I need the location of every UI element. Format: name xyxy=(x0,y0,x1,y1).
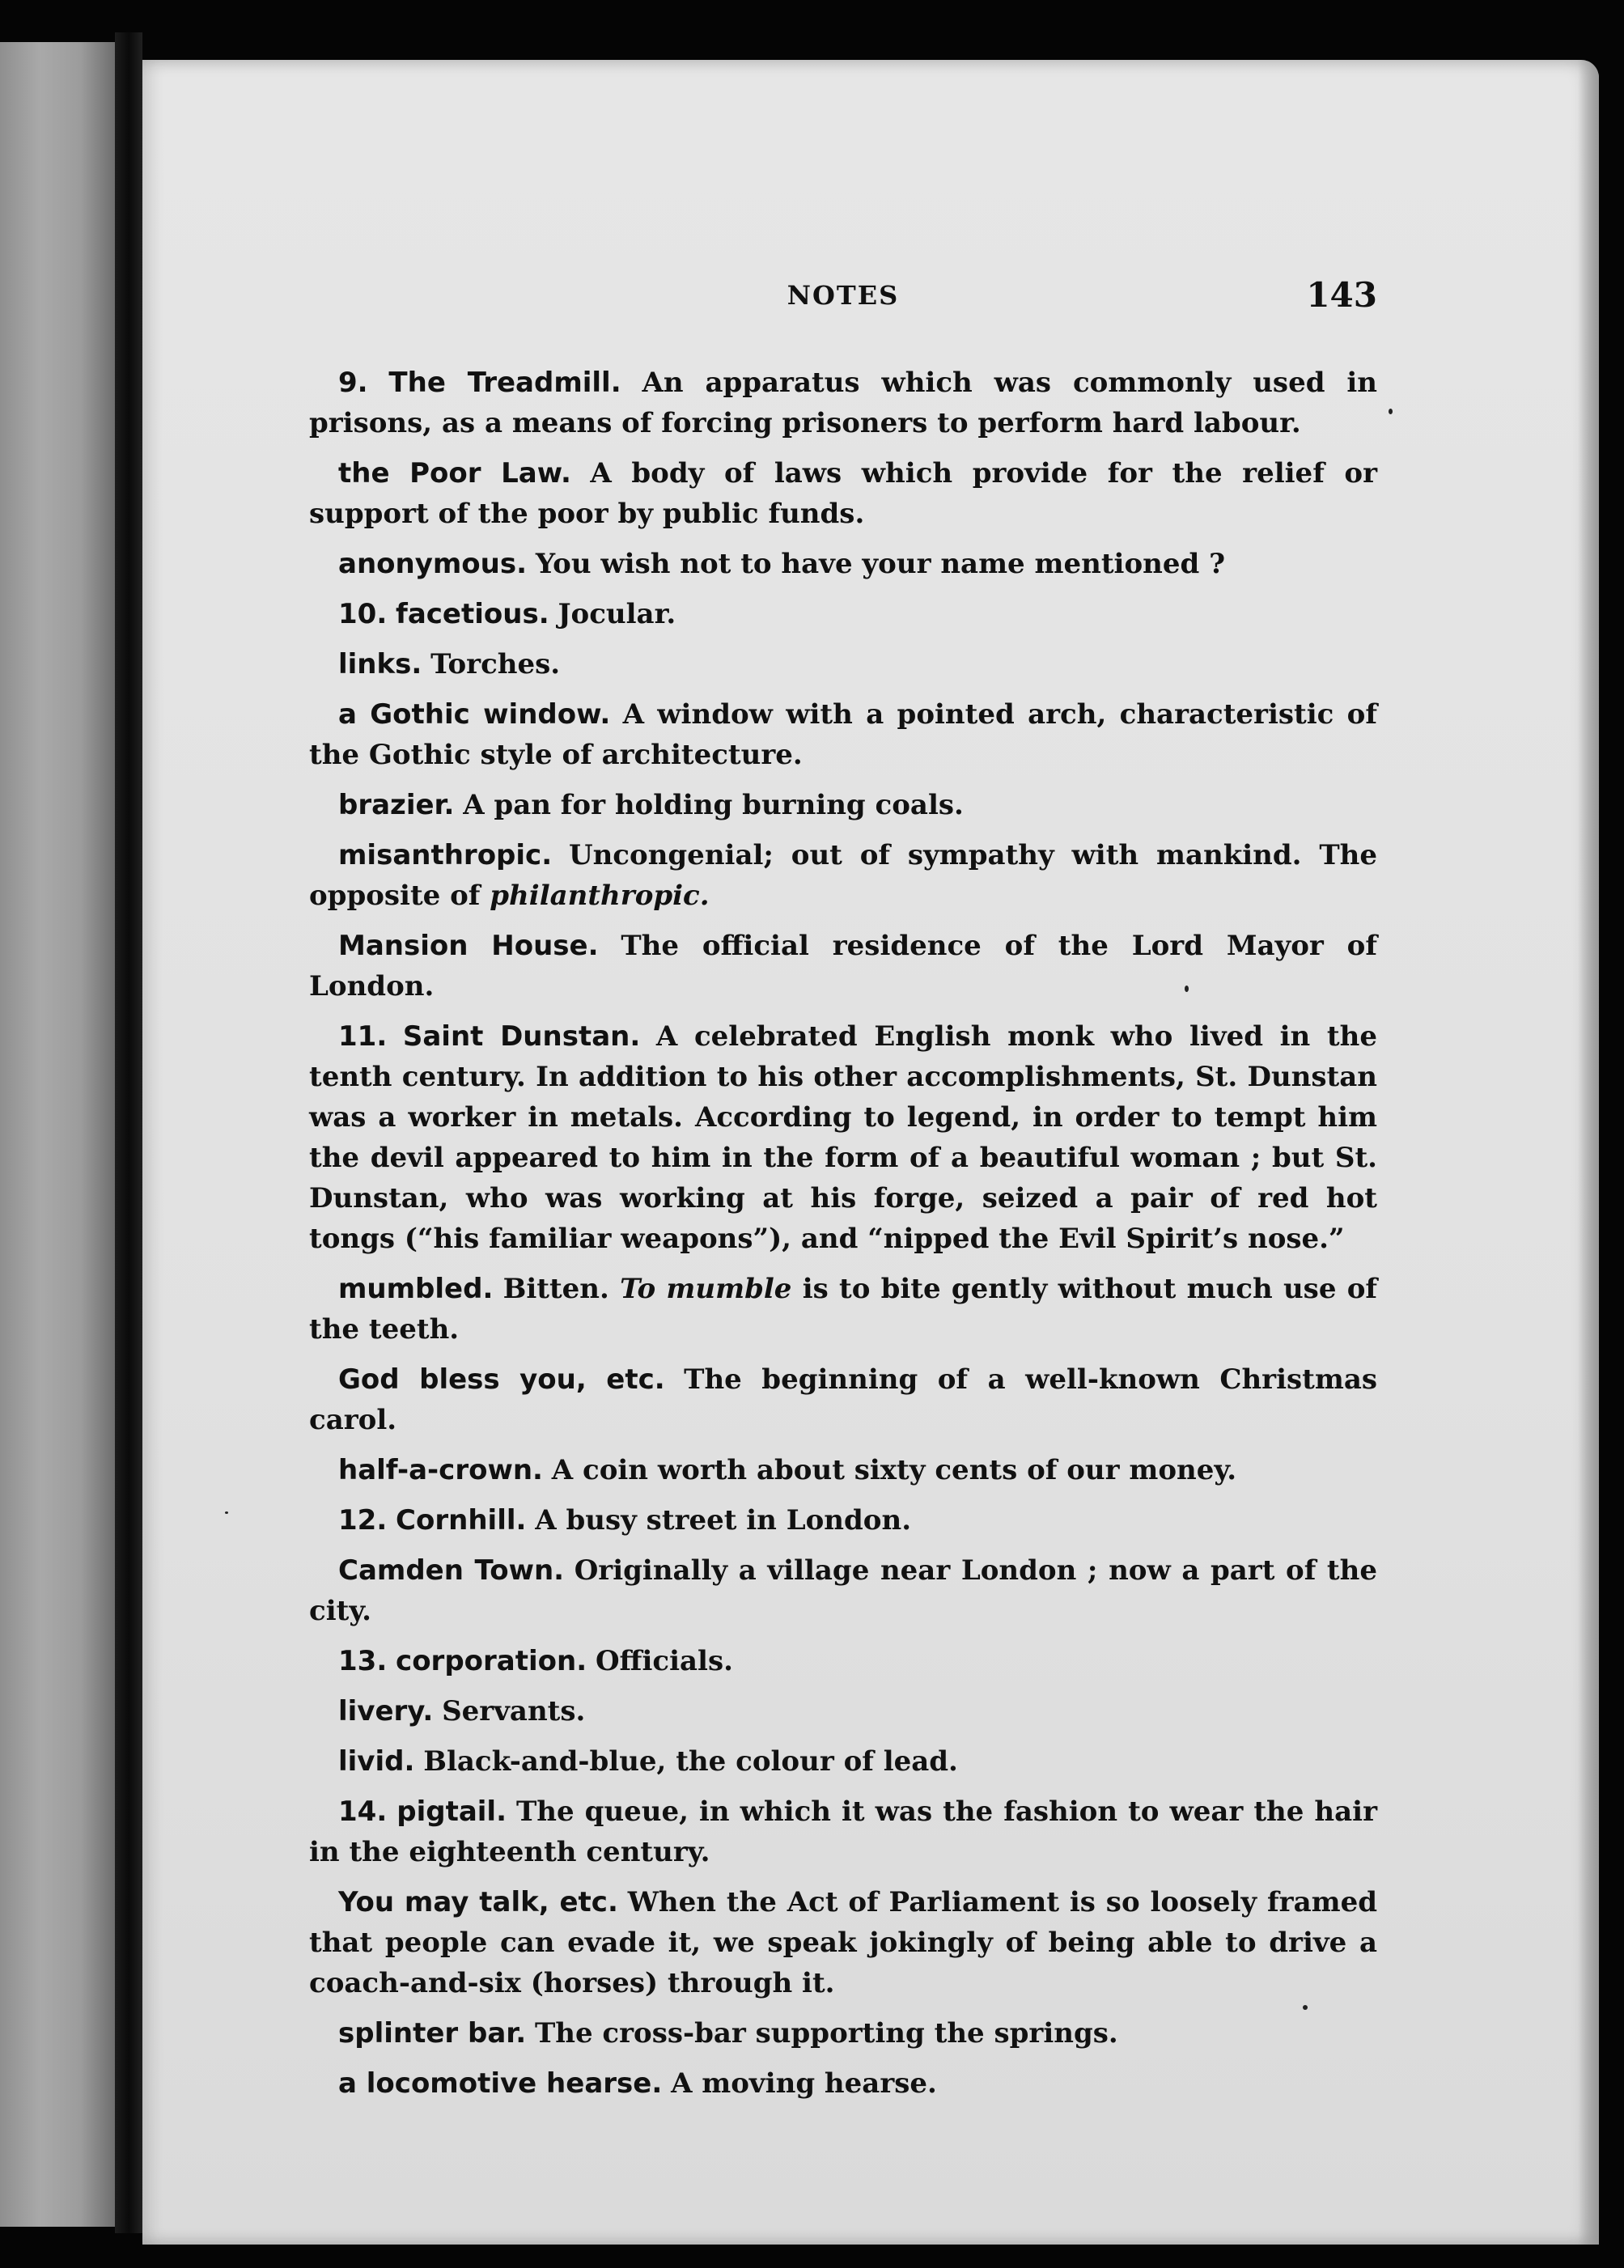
note-definition xyxy=(535,1504,911,1537)
note-entry xyxy=(309,1016,1377,1259)
note-term: Mansion House. xyxy=(338,930,599,962)
note-definition xyxy=(430,648,560,680)
note-entry xyxy=(309,1691,1377,1732)
note-definition-text: A coin worth about sixty cents of our money. xyxy=(551,1454,1237,1486)
note-term: Cornhill. xyxy=(396,1504,527,1537)
note-definition-italic: To mumble xyxy=(620,1273,792,1305)
note-definition xyxy=(558,598,676,630)
note-entry xyxy=(309,835,1377,916)
note-definition-text: The beginning of a well-known Christmas carol. xyxy=(309,1363,1377,1436)
note-entry xyxy=(309,926,1377,1007)
note-number: 9. xyxy=(338,367,368,399)
note-definition-text: Servants. xyxy=(442,1695,586,1727)
note-entry xyxy=(309,594,1377,634)
note-definition-text: The official residence of the Lord Mayor of London. xyxy=(309,930,1377,1003)
note-entry xyxy=(309,1741,1377,1782)
note-term: a Gothic window. xyxy=(338,698,611,731)
note-entry xyxy=(309,2063,1377,2104)
note-entry xyxy=(309,644,1377,685)
note-definition-text: The cross-bar supporting the springs. xyxy=(534,2017,1118,2050)
note-definition-text: A busy street in London. xyxy=(535,1504,912,1537)
note-definition xyxy=(596,1645,733,1677)
note-definition-text: A pan for holding burning coals. xyxy=(463,789,964,821)
note-term: mumbled. xyxy=(338,1273,494,1305)
note-term: livid. xyxy=(338,1745,415,1778)
note-term: a locomotive hearse. xyxy=(338,2067,663,2100)
note-definition xyxy=(552,1454,1236,1486)
note-definition-text: Originally a village near London ; now a part of the city. xyxy=(309,1554,1377,1627)
note-entry xyxy=(309,1641,1377,1681)
print-speck xyxy=(1389,409,1393,414)
note-term: facetious. xyxy=(396,598,549,630)
note-entry xyxy=(309,785,1377,825)
note-term: corporation. xyxy=(396,1645,587,1677)
note-term: splinter bar. xyxy=(338,2017,527,2050)
note-term: half-a-crown. xyxy=(338,1454,543,1486)
note-term: livery. xyxy=(338,1695,434,1727)
note-number: 12. xyxy=(338,1504,388,1537)
note-entry xyxy=(309,1269,1377,1350)
note-entry xyxy=(309,2013,1377,2054)
note-term: Saint Dunstan. xyxy=(402,1020,641,1053)
note-definition-text: A body of laws which provide for the relief or support of the poor by public funds. xyxy=(309,457,1377,530)
note-definition xyxy=(309,1020,1377,1255)
note-entry xyxy=(309,1500,1377,1541)
page-header xyxy=(309,275,1377,317)
print-speck xyxy=(1185,986,1189,992)
note-definition-text: Black-and-blue, the colour of lead. xyxy=(423,1745,958,1778)
note-number: 11. xyxy=(338,1020,388,1053)
note-entry xyxy=(309,1450,1377,1490)
note-definition-text: Jocular. xyxy=(558,598,676,630)
note-term: links. xyxy=(338,648,422,680)
note-definition-text: Bitten. xyxy=(502,1273,609,1305)
note-entry xyxy=(309,1882,1377,2003)
note-number: 14. xyxy=(338,1795,388,1828)
note-definition-text: Uncongenial; out of sympathy with mankind. The opposite of xyxy=(309,839,1377,912)
print-speck xyxy=(1303,2005,1308,2010)
note-definition-text: A moving hearse. xyxy=(671,2067,937,2100)
book-gutter xyxy=(115,32,142,2233)
note-definition-text: An apparatus which was commonly used in prisons, as a means of forcing prisoners to perform hard labour. xyxy=(309,367,1377,439)
note-entry xyxy=(309,362,1377,443)
note-term: pigtail. xyxy=(396,1795,507,1828)
note-entry xyxy=(309,1359,1377,1440)
note-definition-text: A window with a pointed arch, characteristic of the Gothic style of architecture. xyxy=(309,698,1377,771)
note-term: The Treadmill. xyxy=(388,367,621,399)
note-number: 13. xyxy=(338,1645,388,1677)
note-term: the Poor Law. xyxy=(338,457,571,490)
note-term: brazier. xyxy=(338,789,455,821)
note-entry xyxy=(309,694,1377,775)
note-definition-italic: philanthropic. xyxy=(490,880,710,912)
note-definition xyxy=(442,1695,585,1727)
note-term: misanthropic. xyxy=(338,839,553,871)
note-definition xyxy=(463,789,964,821)
note-definition-text: The queue, in which it was the fashion to wear the hair in the eighteenth century. xyxy=(309,1795,1377,1868)
note-definition-text: You wish not to have your name mentioned ? xyxy=(535,548,1226,580)
note-term: anonymous. xyxy=(338,548,528,580)
note-definition-text: When the Act of Parliament is so loosely framed that people can evade it, we speak jokingly of being able to drive a coach-and-six (horses) through it. xyxy=(309,1886,1377,1999)
note-definition xyxy=(535,2017,1118,2050)
page-number: 143 xyxy=(1306,275,1377,315)
note-definition xyxy=(671,2067,937,2100)
note-entry xyxy=(309,453,1377,534)
note-term: You may talk, etc. xyxy=(338,1886,618,1918)
notes-list xyxy=(309,362,1377,2113)
note-term: God bless you, etc. xyxy=(338,1363,665,1396)
note-definition-text: A celebrated English monk who lived in the tenth century. In addition to his other accomplishments, St. Dunstan was a worker in metals. According to legend, in order to tempt him the devil appeared to him in the form of a beautiful woman ; but St. Dunstan, who was working at his forge, seized a pair of red hot tongs (“his familiar weapons”), and “nipped the Evil Spirit’s nose.” xyxy=(309,1020,1377,1255)
print-speck xyxy=(225,1511,228,1514)
note-entry xyxy=(309,1550,1377,1631)
note-entry xyxy=(309,1791,1377,1872)
note-definition-text: Officials. xyxy=(595,1645,733,1677)
running-head: NOTES xyxy=(787,280,900,311)
note-definition-text: is to bite gently without much use of the teeth. xyxy=(309,1273,1378,1346)
note-entry xyxy=(309,544,1377,584)
left-page-edge xyxy=(0,42,115,2227)
note-definition xyxy=(536,548,1225,580)
note-definition xyxy=(423,1745,958,1778)
note-definition-text: Torches. xyxy=(430,648,561,680)
note-number: 10. xyxy=(338,598,388,630)
note-term: Camden Town. xyxy=(338,1554,565,1587)
